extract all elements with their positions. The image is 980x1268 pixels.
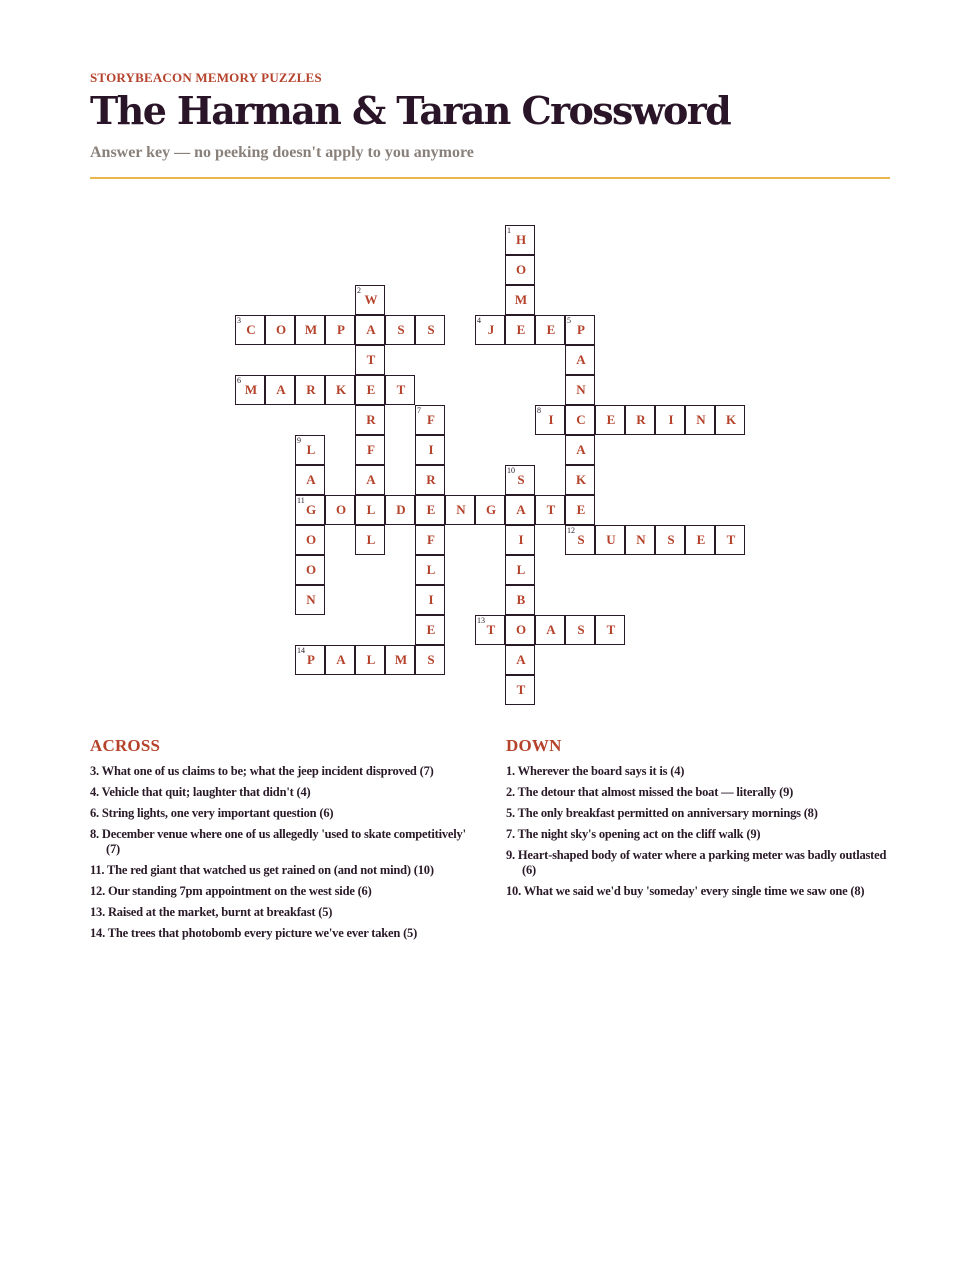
grid-cell bbox=[385, 645, 415, 675]
down-clue: 10. What we said we'd buy 'someday' every single time we saw one (8) bbox=[506, 884, 865, 898]
grid-cell bbox=[415, 465, 445, 495]
grid-cell bbox=[295, 465, 325, 495]
clue-number: 7 bbox=[417, 406, 421, 415]
across-clue: 6. String lights, one very important question (6) bbox=[90, 806, 334, 820]
answer-letter: R bbox=[366, 412, 376, 427]
grid-cell bbox=[325, 375, 355, 405]
grid-cell bbox=[505, 315, 535, 345]
answer-letter: A bbox=[576, 442, 586, 457]
grid-cell bbox=[265, 315, 295, 345]
across-heading: ACROSS bbox=[90, 736, 161, 755]
grid-cell bbox=[415, 525, 445, 555]
answer-letter: A bbox=[576, 352, 586, 367]
across-clue-list bbox=[90, 764, 470, 941]
answer-letter: S bbox=[397, 322, 405, 337]
answer-letter: I bbox=[428, 442, 434, 457]
grid-cell bbox=[595, 615, 625, 645]
answer-letter: A bbox=[366, 322, 376, 337]
grid-cell bbox=[565, 435, 595, 465]
grid-cell bbox=[415, 585, 445, 615]
grid-cell bbox=[355, 495, 385, 525]
across-clue: 12. Our standing 7pm appointment on the west side (6) bbox=[90, 884, 372, 898]
grid-cell bbox=[325, 495, 355, 525]
clue-number: 4 bbox=[477, 316, 481, 325]
answer-letter: T bbox=[396, 382, 406, 397]
answer-letter: B bbox=[516, 592, 526, 607]
answer-letter: A bbox=[516, 502, 526, 517]
answer-letter: P bbox=[307, 652, 315, 667]
answer-letter: D bbox=[396, 502, 406, 517]
answer-letter: T bbox=[516, 682, 526, 697]
grid-cell bbox=[445, 495, 475, 525]
grid-cell bbox=[295, 495, 325, 525]
answer-letter: O bbox=[515, 262, 527, 277]
answer-letter: T bbox=[726, 532, 736, 547]
grid-cell bbox=[535, 315, 565, 345]
grid-cell bbox=[535, 405, 565, 435]
grid-cell bbox=[505, 555, 535, 585]
grid-cell bbox=[355, 345, 385, 375]
grid-cell bbox=[595, 405, 625, 435]
across-clue: 11. The red giant that watched us get rained on (and not mind) (10) bbox=[90, 863, 434, 877]
grid-cell bbox=[295, 315, 325, 345]
grid-cell bbox=[355, 405, 385, 435]
grid-cell bbox=[505, 645, 535, 675]
answer-letter: S bbox=[577, 622, 585, 637]
grid-cell bbox=[505, 615, 535, 645]
grid-cell bbox=[475, 495, 505, 525]
grid-cell bbox=[505, 285, 535, 315]
across-clue: 3. What one of us claims to be; what the jeep incident disproved (7) bbox=[90, 764, 434, 778]
answer-letter: T bbox=[606, 622, 616, 637]
grid-cell bbox=[355, 375, 385, 405]
answer-letter: E bbox=[546, 322, 556, 337]
answer-letter: A bbox=[276, 382, 286, 397]
answer-letter: L bbox=[516, 562, 526, 577]
across-clue: 13. Raised at the market, burnt at breakfast (5) bbox=[90, 905, 333, 919]
answer-letter: E bbox=[426, 622, 436, 637]
across-clue: 4. Vehicle that quit; laughter that didn't (4) bbox=[90, 785, 311, 799]
grid-cell bbox=[235, 375, 265, 405]
answer-letter: S bbox=[427, 652, 435, 667]
grid-cell bbox=[415, 495, 445, 525]
clue-number: 3 bbox=[237, 316, 241, 325]
grid-cell bbox=[565, 405, 595, 435]
answer-letter: T bbox=[486, 622, 496, 637]
grid-cell bbox=[355, 435, 385, 465]
clue-number: 5 bbox=[567, 316, 571, 325]
answer-letter: I bbox=[548, 412, 554, 427]
grid-cell bbox=[535, 495, 565, 525]
answer-letter: O bbox=[275, 322, 287, 337]
answer-letter: G bbox=[485, 502, 497, 517]
grid-cell bbox=[475, 315, 505, 345]
clue-number: 10 bbox=[507, 466, 515, 475]
answer-letter: O bbox=[305, 562, 317, 577]
grid-cell bbox=[505, 525, 535, 555]
answer-letter: O bbox=[515, 622, 527, 637]
grid-cell bbox=[505, 675, 535, 705]
grid-cell bbox=[475, 615, 505, 645]
grid-cell bbox=[325, 645, 355, 675]
across-clues bbox=[90, 736, 470, 947]
clue-number: 13 bbox=[477, 616, 485, 625]
grid-cell bbox=[505, 495, 535, 525]
grid-cell bbox=[685, 525, 715, 555]
down-clue: 1. Wherever the board says it is (4) bbox=[506, 764, 685, 778]
answer-letter: W bbox=[364, 292, 378, 307]
grid-cell bbox=[415, 435, 445, 465]
grid-cell bbox=[565, 615, 595, 645]
down-clue: 5. The only breakfast permitted on anniversary mornings (8) bbox=[506, 806, 818, 820]
answer-letter: C bbox=[576, 412, 586, 427]
grid-cell bbox=[565, 525, 595, 555]
clue-number: 12 bbox=[567, 526, 575, 535]
answer-letter: S bbox=[667, 532, 675, 547]
grid-cell bbox=[355, 465, 385, 495]
answer-letter: I bbox=[518, 532, 524, 547]
grid-cell bbox=[565, 375, 595, 405]
answer-letter: C bbox=[246, 322, 256, 337]
grid-cell bbox=[565, 315, 595, 345]
clue-number: 14 bbox=[297, 646, 305, 655]
grid-cell bbox=[415, 315, 445, 345]
grid-cell bbox=[715, 405, 745, 435]
answer-letter: F bbox=[367, 442, 375, 457]
answer-letter: T bbox=[546, 502, 556, 517]
grid-cell bbox=[565, 495, 595, 525]
grid-cell bbox=[505, 585, 535, 615]
grid-cell bbox=[415, 405, 445, 435]
answer-letter: E bbox=[576, 502, 586, 517]
grid-cell bbox=[295, 645, 325, 675]
answer-letter: L bbox=[366, 532, 376, 547]
across-clue: 14. The trees that photobomb every picture we've ever taken (5) bbox=[90, 926, 418, 940]
down-clue: 7. The night sky's opening act on the cliff walk (9) bbox=[506, 827, 761, 841]
answer-letter: O bbox=[335, 502, 347, 517]
clue-number: 6 bbox=[237, 376, 241, 385]
answer-letter: H bbox=[515, 232, 527, 247]
answer-letter: S bbox=[517, 472, 525, 487]
answer-letter: M bbox=[244, 382, 258, 397]
answer-letter: R bbox=[306, 382, 316, 397]
grid-cell bbox=[625, 525, 655, 555]
grid-cell bbox=[295, 555, 325, 585]
clue-number: 11 bbox=[297, 496, 305, 505]
answer-letter: N bbox=[636, 532, 646, 547]
grid-cell bbox=[385, 495, 415, 525]
down-clue: 9. Heart-shaped body of water where a parking meter was badly outlasted (6) bbox=[506, 848, 887, 877]
page-subtitle: Answer key — no peeking doesn't apply to you anymore bbox=[90, 144, 474, 161]
answer-letter: A bbox=[516, 652, 526, 667]
grid-cell bbox=[655, 405, 685, 435]
grid-cell bbox=[415, 645, 445, 675]
answer-letter: N bbox=[576, 382, 586, 397]
grid-cell bbox=[625, 405, 655, 435]
down-clue-list bbox=[506, 764, 896, 899]
answer-letter: E bbox=[426, 502, 436, 517]
answer-letter: N bbox=[306, 592, 316, 607]
grid-cell bbox=[595, 525, 625, 555]
answer-letter: E bbox=[606, 412, 616, 427]
answer-letter: L bbox=[366, 652, 376, 667]
answer-letter: A bbox=[306, 472, 316, 487]
answer-letter: I bbox=[668, 412, 674, 427]
grid-cell bbox=[385, 315, 415, 345]
down-clues bbox=[506, 736, 896, 905]
answer-letter: E bbox=[516, 322, 526, 337]
answer-letter: J bbox=[487, 322, 495, 337]
grid-cell bbox=[295, 435, 325, 465]
answer-letter: G bbox=[305, 502, 317, 517]
grid-cell bbox=[355, 315, 385, 345]
answer-letter: M bbox=[304, 322, 318, 337]
answer-letter: L bbox=[426, 562, 436, 577]
down-heading: DOWN bbox=[506, 736, 562, 755]
grid-cell bbox=[265, 375, 295, 405]
brand-label: STORYBEACON MEMORY PUZZLES bbox=[90, 70, 322, 85]
grid-cell bbox=[415, 615, 445, 645]
answer-letter: A bbox=[546, 622, 556, 637]
grid-cell bbox=[355, 525, 385, 555]
clue-number: 8 bbox=[537, 406, 541, 415]
answer-letter: A bbox=[366, 472, 376, 487]
answer-letter: N bbox=[696, 412, 706, 427]
answer-letter: K bbox=[725, 412, 737, 427]
grid-cell bbox=[325, 315, 355, 345]
grid-cell bbox=[415, 555, 445, 585]
answer-letter: T bbox=[366, 352, 376, 367]
grid-cell bbox=[295, 585, 325, 615]
clue-number: 1 bbox=[507, 226, 511, 235]
answer-letter: R bbox=[636, 412, 646, 427]
answer-letter: L bbox=[366, 502, 376, 517]
answer-letter: F bbox=[427, 412, 435, 427]
grid-cell bbox=[685, 405, 715, 435]
clue-number: 2 bbox=[357, 286, 361, 295]
answer-letter: N bbox=[456, 502, 466, 517]
grid-cell bbox=[235, 315, 265, 345]
grid-cell bbox=[355, 645, 385, 675]
answer-letter: P bbox=[337, 322, 345, 337]
answer-letter: L bbox=[306, 442, 316, 457]
grid-cell bbox=[385, 375, 415, 405]
answer-letter: P bbox=[577, 322, 585, 337]
grid-cell bbox=[355, 285, 385, 315]
grid-cell bbox=[655, 525, 685, 555]
grid-cell bbox=[295, 525, 325, 555]
answer-letter: E bbox=[366, 382, 376, 397]
grid-cell bbox=[505, 255, 535, 285]
answer-letter: U bbox=[606, 532, 616, 547]
answer-letter: I bbox=[428, 592, 434, 607]
answer-letter: R bbox=[426, 472, 436, 487]
page-title: The Harman & Taran Crossword bbox=[90, 88, 731, 133]
grid-cell bbox=[505, 225, 535, 255]
across-clue: 8. December venue where one of us allegedly 'used to skate competitively' (7) bbox=[90, 827, 466, 856]
grid-cell bbox=[715, 525, 745, 555]
answer-letter: K bbox=[335, 382, 347, 397]
answer-letter: K bbox=[575, 472, 587, 487]
answer-letter: A bbox=[336, 652, 346, 667]
grid-cell bbox=[565, 465, 595, 495]
answer-letter: S bbox=[577, 532, 585, 547]
clue-number: 9 bbox=[297, 436, 301, 445]
grid-cell bbox=[505, 465, 535, 495]
answer-letter: M bbox=[394, 652, 408, 667]
answer-letter: S bbox=[427, 322, 435, 337]
grid-cell bbox=[295, 375, 325, 405]
down-clue: 2. The detour that almost missed the boat — literally (9) bbox=[506, 785, 794, 799]
answer-letter: F bbox=[427, 532, 435, 547]
answer-letter: O bbox=[305, 532, 317, 547]
answer-letter: E bbox=[696, 532, 706, 547]
answer-letter: M bbox=[514, 292, 528, 307]
grid-cell bbox=[565, 345, 595, 375]
grid-cell bbox=[535, 615, 565, 645]
